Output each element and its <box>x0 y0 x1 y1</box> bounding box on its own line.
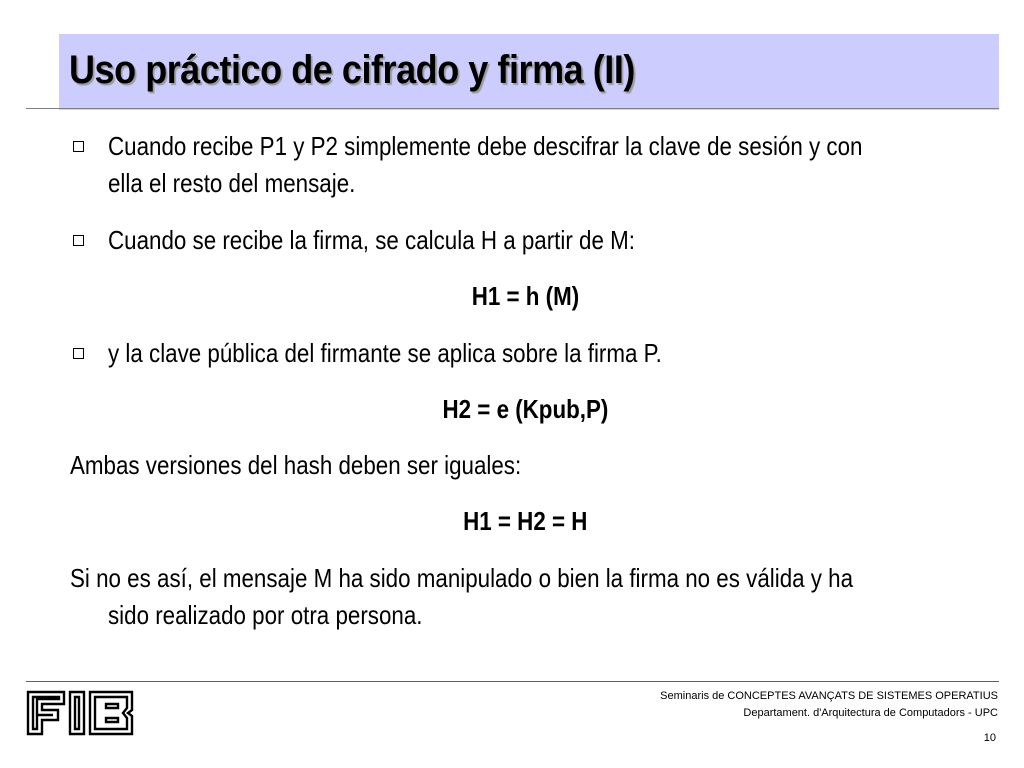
formula-h1-h2-h <box>0 503 1024 540</box>
bullet-2-line-1: Cuando se recibe la firma, se calcula H a partir de M: <box>108 225 635 255</box>
footer-department: Departament. d'Arquitectura de Computadors - UPC <box>743 707 998 719</box>
formula-h1-h2-h-text: H1 = H2 = H <box>462 506 588 536</box>
formula-h2-text: H2 = e (Kpub,P) <box>442 394 608 424</box>
bullet-3-line-1: y la clave pública del firmante se aplica sobre la firma P. <box>108 338 662 368</box>
formula-h1 <box>0 278 1024 315</box>
hollow-square-icon <box>73 348 84 359</box>
footer-seminar: Seminaris de CONCEPTES AVANÇATS DE SISTEMES OPERATIUS <box>660 690 998 702</box>
slide-title: Uso práctico de cifrado y firma (II) <box>69 48 635 92</box>
hollow-square-icon <box>73 235 84 246</box>
footer-divider <box>26 681 999 682</box>
hollow-square-icon <box>73 141 84 152</box>
bullet-1-line-1: Cuando recibe P1 y P2 simplemente debe descifrar la clave de sesión y con <box>108 131 863 161</box>
paragraph-conclusion-line-2: sido realizado por otra persona. <box>108 600 423 630</box>
paragraph-hash-equal: Ambas versiones del hash deben ser iguales: <box>70 450 522 480</box>
paragraph-conclusion-line-1: Si no es así, el mensaje M ha sido manipulado o bien la firma no es válida y ha <box>70 563 854 593</box>
fib-logo <box>26 690 138 736</box>
page-number: 10 <box>983 732 996 744</box>
formula-h1-text: H1 = h (M) <box>471 281 579 311</box>
bullet-1-line-2: ella el resto del mensaje. <box>108 168 356 198</box>
formula-h2 <box>0 391 1024 428</box>
title-divider <box>26 108 999 109</box>
